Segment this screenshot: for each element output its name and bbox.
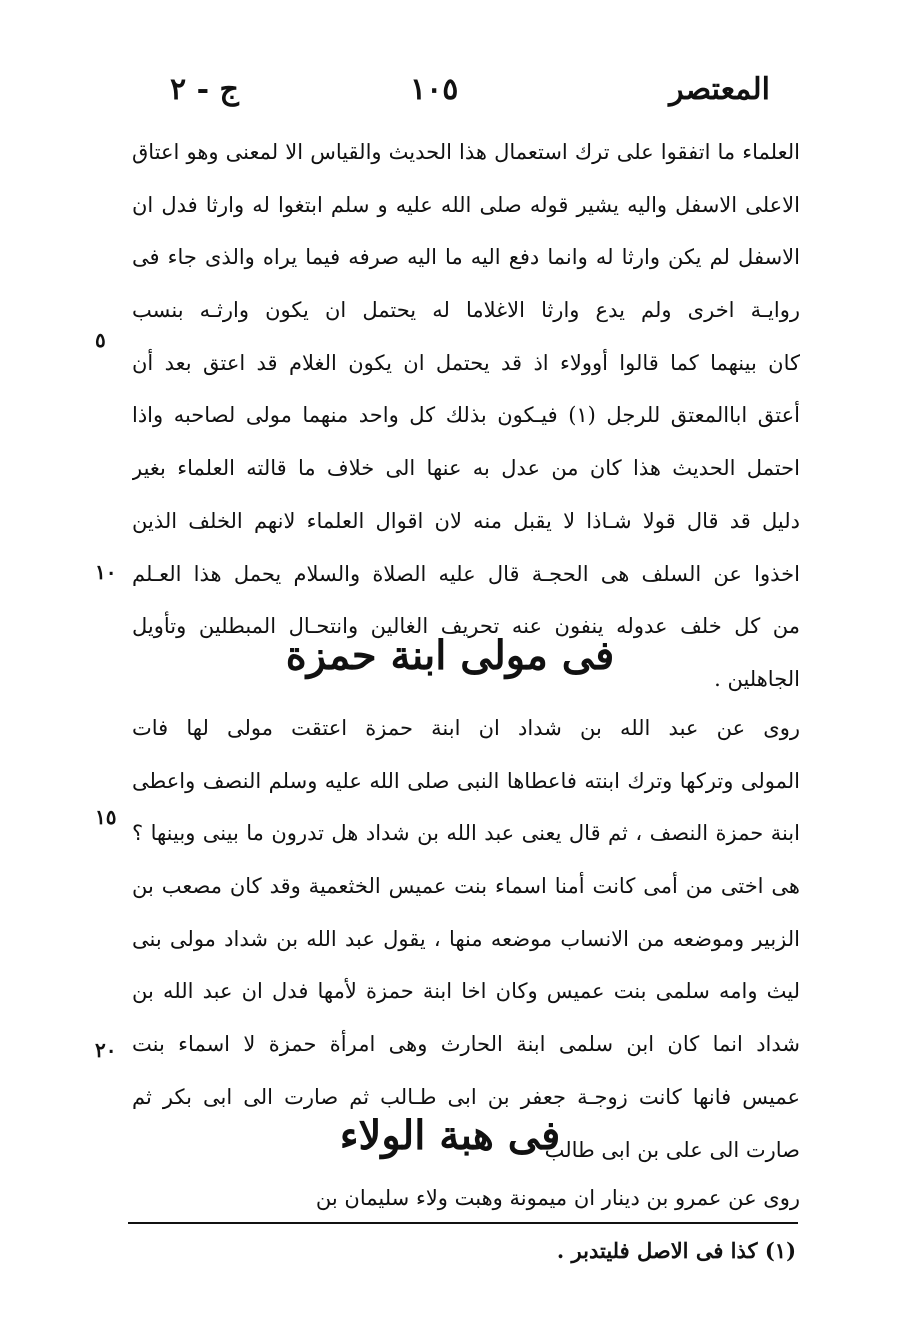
page-number: ١٠٥: [410, 72, 459, 107]
text-line: العلماء ما اتفقوا على ترك استعمال هذا الحديث والقياس الا لمعنى وهو اعتاق: [132, 140, 800, 164]
footnote-divider: [128, 1222, 798, 1224]
text-block-3: [132, 1172, 800, 1225]
page-header: [130, 72, 770, 120]
text-line: الجاهلين .: [714, 666, 800, 691]
section-heading-1: فى مولى ابنة حمزة: [285, 632, 615, 679]
text-line: الاسفل لم يكن وارثا له وانما دفع اليه ما اليه صرفه فيما يراه والذى جاء فى: [132, 245, 800, 270]
line-number-10: ١٠: [95, 560, 117, 584]
text-line: روايـة اخرى ولم يدع وارثا الاغلاما له يحتمل ان يكون وارثـه بنسب: [132, 298, 800, 323]
text-line: الاعلى الاسفل واليه يشير قوله صلى الله عليه و سلم ابتغوا له وارثا فدل ان: [132, 192, 800, 217]
text-line: عميس فانها كانت زوجـة جعفر بن ابى طـالب ثم صارت الى ابى بكر ثم: [132, 1084, 800, 1109]
text-line: أعتق اباالمعتق للرجل (١) فيـكون بذلك كل واحد منهما مولى لصاحبه واذا: [132, 403, 800, 428]
text-line: روى عن عبد الله بن شداد ان ابنة حمزة اعتقت مولى لها فات: [132, 716, 800, 740]
text-line: المولى وتركها وترك ابنته فاعطاها النبى صلى الله عليه وسلم النصف واعطى: [132, 768, 800, 793]
text-line: الزبير وموضعه من الانساب موضعه منها ، يقول عبد الله بن شداد مولى بنى: [132, 926, 800, 951]
text-line: هى اختى من أمى كانت أمنا اسماء بنت عميس الخثعمية وقد كان مصعب بن: [132, 874, 800, 899]
text-line: دليل قد قال قولا شـاذا لا يقبل منه لان اقوال العلماء لانهم الخلف الذين: [132, 508, 800, 533]
text-line: اخذوا عن السلف هى الحجـة قال عليه الصلاة والسلام يحمل هذا العـلم: [132, 561, 800, 586]
text-line: احتمل الحديث هذا كان من عدل به عنها الى خلاف ما قالته العلماء بغير: [132, 456, 800, 481]
section-heading-2: فى هبة الولاء: [339, 1112, 561, 1159]
text-line: صارت الى على بن ابى طالب: [544, 1137, 800, 1162]
footnote: (١) كذا فى الاصل فليتدبر .: [556, 1238, 796, 1263]
text-line: ليث وامه سلمى بنت عميس وكان اخا ابنة حمزة لأمها فدل ان عبد الله بن: [132, 979, 800, 1004]
line-number-5: ٥: [95, 328, 106, 352]
line-number-20: ٢٠: [95, 1038, 117, 1062]
text-line: من كل خلف عدوله ينفون عنه تحريف الغالين وانتحـال المبطلين وتأويل: [132, 614, 800, 639]
volume-label: ج - ٢: [170, 72, 239, 107]
text-block-1: [132, 126, 800, 706]
text-block-2: [132, 702, 800, 1176]
text-line: روى عن عمرو بن دينار ان ميمونة وهبت ولاء سليمان بن: [315, 1186, 800, 1210]
running-title: المعتصر: [669, 72, 770, 107]
text-line: كان بينهما كما قالوا أوولاء اذ قد يحتمل ان يكون الغلام قد اعتق بعد أن: [132, 350, 800, 375]
text-line: ابنة حمزة النصف ، ثم قال يعنى عبد الله بن شداد هل تدرون ما بينى وبينها ؟: [132, 821, 800, 846]
text-line: شداد انما كان ابن سلمى ابنة الحارث وهى امرأة حمزة لا اسماء بنت: [132, 1032, 800, 1057]
line-number-15: ١٥: [95, 805, 117, 829]
